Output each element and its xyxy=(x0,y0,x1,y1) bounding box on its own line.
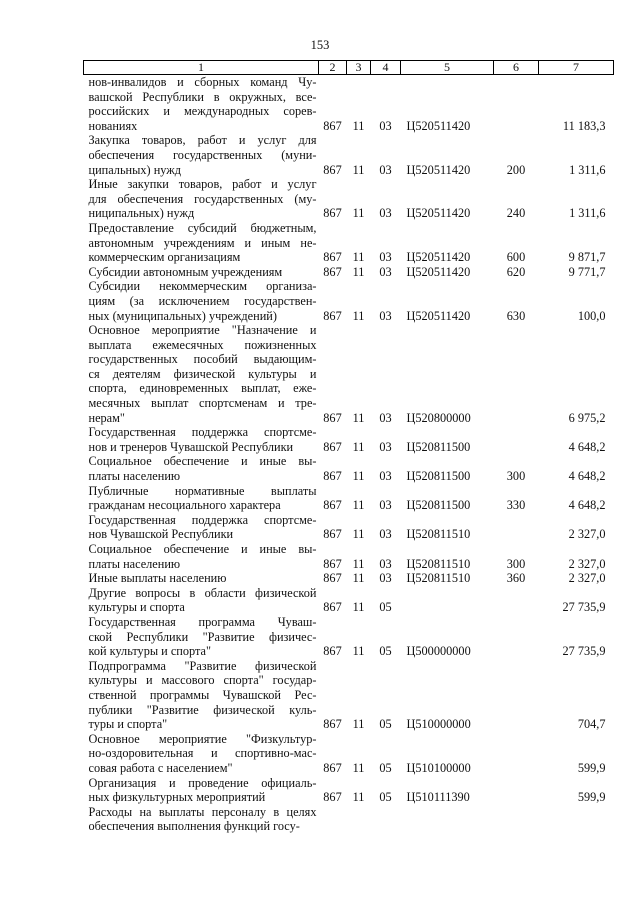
row-ved-code: 867 xyxy=(323,790,342,805)
row-section-code: 11 xyxy=(352,162,365,177)
row-section-code: 11 xyxy=(352,760,365,775)
row-section-code: 11 xyxy=(352,264,365,279)
header-col-1: 1 xyxy=(84,61,319,75)
row-section-code: 11 xyxy=(352,571,365,586)
row-subsection-code: 05 xyxy=(379,600,392,615)
row-item-name-line: совая работа с населением" xyxy=(88,760,233,775)
row-amount xyxy=(539,805,614,834)
table-row xyxy=(84,221,614,265)
row-item-name-line: Социальное обеспечение и иные вы- xyxy=(88,542,317,556)
row-amount: 100,0 xyxy=(577,308,606,323)
table-row xyxy=(84,133,614,177)
row-target-article-code: Ц520511420 xyxy=(406,118,471,133)
row-item-name-line: нерам" xyxy=(88,410,125,425)
table-row xyxy=(84,542,614,571)
row-amount: 27 735,9 xyxy=(562,644,606,659)
table-row xyxy=(84,484,614,513)
row-expense-type-code: 300 xyxy=(506,469,526,484)
row-section-code: 11 xyxy=(352,469,365,484)
row-item-name xyxy=(84,732,319,776)
row-target-article-code: Ц520811500 xyxy=(406,439,471,454)
row-item-name-line: Закупка товаров, работ и услуг для xyxy=(88,133,317,148)
row-item-name xyxy=(84,659,319,732)
row-item-name-line: циям (за исключением государствен- xyxy=(88,293,317,308)
row-section-code: 11 xyxy=(352,498,365,513)
row-item-name-line: туры и спорта" xyxy=(88,717,168,732)
row-item-name-line: Основное мероприятие "Назначение и xyxy=(88,323,317,338)
row-section-code: 11 xyxy=(352,250,365,265)
row-expense-type-code xyxy=(494,513,539,542)
row-ved-code: 867 xyxy=(323,162,342,177)
row-target-article-code: Ц520511420 xyxy=(406,162,471,177)
row-ved-code: 867 xyxy=(323,264,342,279)
row-item-name-line: ся деятелям физической культуры и xyxy=(88,366,317,381)
row-section-code: 11 xyxy=(352,410,365,425)
row-expense-type-code xyxy=(494,615,539,659)
row-amount: 2 327,0 xyxy=(568,556,606,571)
row-subsection-code: 05 xyxy=(379,717,392,732)
row-item-name-line: ской Республики "Развитие физичес- xyxy=(88,629,317,644)
row-item-name-line: Государственная программа Чуваш- xyxy=(88,614,317,629)
row-section-code: 11 xyxy=(352,308,365,323)
column-number-header-row xyxy=(84,61,614,75)
row-ved-code: 867 xyxy=(323,600,342,615)
row-item-name-line: коммерческим организациям xyxy=(88,250,241,265)
row-section-code: 11 xyxy=(352,439,365,454)
row-subsection-code: 03 xyxy=(379,527,392,542)
row-target-article-code: Ц510000000 xyxy=(406,717,471,732)
row-ved-code: 867 xyxy=(323,410,342,425)
row-ved-code: 867 xyxy=(323,206,342,221)
table-body xyxy=(84,75,614,834)
row-ved-code: 867 xyxy=(323,469,342,484)
row-section-code: 11 xyxy=(352,790,365,805)
row-item-name-line: гражданам несоциального характера xyxy=(88,498,281,513)
row-expense-type-code xyxy=(494,75,539,134)
row-item-name-line: Субсидии автономным учреждениям xyxy=(88,264,283,279)
row-item-name-line: ных (муниципальных) учреждений) xyxy=(88,308,277,323)
row-ved-code: 867 xyxy=(323,118,342,133)
row-subsection-code: 05 xyxy=(379,644,392,659)
table-row xyxy=(84,805,614,834)
row-subsection-code: 03 xyxy=(379,162,392,177)
table-row xyxy=(84,279,614,323)
row-item-name-line: Социальное обеспечение и иные вы- xyxy=(88,454,317,469)
row-subsection-code: 03 xyxy=(379,469,392,484)
row-item-name-line: ных физкультурных мероприятий xyxy=(88,790,266,805)
row-item-name xyxy=(84,454,319,483)
row-ved-code: 867 xyxy=(323,439,342,454)
row-item-name xyxy=(84,425,319,454)
table-row xyxy=(84,513,614,542)
row-item-name-line: Предоставление субсидий бюджетным, xyxy=(88,220,317,235)
row-item-name-line: культуры и спорта xyxy=(88,600,185,615)
row-target-article-code: Ц510100000 xyxy=(406,760,471,775)
row-item-name-line: Субсидии некоммерческим организа- xyxy=(88,279,317,294)
header-col-7: 7 xyxy=(539,61,614,75)
row-subsection-code xyxy=(371,805,401,834)
row-amount: 4 648,2 xyxy=(568,469,606,484)
table-row xyxy=(84,75,614,134)
row-target-article-code: Ц520811510 xyxy=(406,527,471,542)
row-expense-type-code: 330 xyxy=(506,498,526,513)
row-item-name-line: публики "Развитие физической куль- xyxy=(88,702,317,717)
row-section-code: 11 xyxy=(352,644,365,659)
row-expense-type-code xyxy=(494,805,539,834)
row-subsection-code: 05 xyxy=(379,790,392,805)
budget-table-container xyxy=(83,60,613,834)
row-ved-code: 867 xyxy=(323,308,342,323)
row-item-name-line: обеспечения государственных (муни- xyxy=(88,147,317,162)
table-row xyxy=(84,586,614,615)
row-item-name-line: Публичные нормативные выплаты xyxy=(88,483,317,498)
row-target-article-code: Ц520511420 xyxy=(406,206,471,221)
row-subsection-code: 03 xyxy=(379,206,392,221)
row-ved-code: 867 xyxy=(323,717,342,732)
row-item-name-line: Иные закупки товаров, работ и услуг xyxy=(88,177,317,192)
row-item-name-line: месячных выплат спортсменам и тре- xyxy=(88,396,317,411)
row-expense-type-code: 240 xyxy=(506,206,526,221)
row-item-name-line: платы населению xyxy=(88,556,181,571)
row-expense-type-code xyxy=(494,659,539,732)
row-item-name-line: вашской Республики в окружных, все- xyxy=(88,89,317,104)
row-target-article-code: Ц520511420 xyxy=(406,308,471,323)
row-item-name-line: культуры и массового спорта" государ- xyxy=(88,673,317,688)
page-number: 153 xyxy=(310,38,330,52)
header-col-4: 4 xyxy=(371,61,401,75)
table-row xyxy=(84,323,614,425)
row-item-name-line: Основное мероприятие "Физкультур- xyxy=(88,731,317,746)
row-subsection-code: 03 xyxy=(379,556,392,571)
row-item-name xyxy=(84,75,319,134)
row-item-name-line: государственных пособий выдающим- xyxy=(88,352,317,367)
row-expense-type-code: 630 xyxy=(506,308,526,323)
row-expense-type-code xyxy=(494,776,539,805)
budget-table xyxy=(83,60,614,834)
table-row xyxy=(84,454,614,483)
row-item-name-line: ципальных) нужд xyxy=(88,162,182,177)
table-row xyxy=(84,615,614,659)
row-item-name-line: Другие вопросы в области физической xyxy=(88,585,317,600)
row-target-article-code: Ц520511420 xyxy=(406,250,471,265)
header-col-2: 2 xyxy=(319,61,347,75)
row-item-name xyxy=(84,221,319,265)
row-target-article-code: Ц520811510 xyxy=(406,556,471,571)
row-amount: 2 327,0 xyxy=(568,527,606,542)
table-row xyxy=(84,732,614,776)
row-item-name-line: но-оздоровительная и спортивно-мас- xyxy=(88,746,317,761)
row-item-name-line: для обеспечения государственных (му- xyxy=(88,191,317,206)
row-amount: 27 735,9 xyxy=(562,600,606,615)
row-item-name-line: обеспечения выполнения функций госу- xyxy=(88,819,300,834)
row-section-code: 11 xyxy=(352,556,365,571)
row-target-article-code: Ц520811500 xyxy=(406,498,471,513)
row-item-name xyxy=(84,571,319,586)
row-item-name xyxy=(84,805,319,834)
row-item-name-line: Организация и проведение официаль- xyxy=(88,775,317,790)
row-amount: 1 311,6 xyxy=(569,162,606,177)
row-target-article-code: Ц520811500 xyxy=(406,469,471,484)
row-item-name-line: спорта, единовременных выплат, еже- xyxy=(88,381,317,396)
row-expense-type-code: 620 xyxy=(506,264,526,279)
row-subsection-code: 03 xyxy=(379,308,392,323)
row-ved-code: 867 xyxy=(323,250,342,265)
row-item-name xyxy=(84,323,319,425)
row-target-article-code: Ц520811510 xyxy=(406,571,471,586)
row-item-name xyxy=(84,586,319,615)
row-expense-type-code: 360 xyxy=(506,571,526,586)
row-section-code: 11 xyxy=(352,118,365,133)
row-expense-type-code xyxy=(494,586,539,615)
row-ved-code: 867 xyxy=(323,760,342,775)
row-amount: 2 327,0 xyxy=(568,571,606,586)
row-ved-code: 867 xyxy=(323,556,342,571)
row-target-article-code: Ц520511420 xyxy=(406,264,471,279)
row-section-code: 11 xyxy=(352,206,365,221)
row-expense-type-code: 200 xyxy=(506,162,526,177)
table-row xyxy=(84,571,614,586)
row-expense-type-code: 300 xyxy=(506,556,526,571)
row-ved-code xyxy=(319,805,347,834)
row-ved-code: 867 xyxy=(323,527,342,542)
row-subsection-code: 05 xyxy=(379,760,392,775)
row-item-name-line: ственной программы Чувашской Рес- xyxy=(88,687,317,702)
row-item-name-line: нов Чувашской Республики xyxy=(88,527,234,542)
row-target-article-code xyxy=(401,586,494,615)
row-item-name-line: нованиях xyxy=(88,118,138,133)
row-amount: 6 975,2 xyxy=(568,410,606,425)
row-item-name-line: ниципальных) нужд xyxy=(88,206,195,221)
header-col-6: 6 xyxy=(494,61,539,75)
row-subsection-code: 03 xyxy=(379,250,392,265)
row-expense-type-code xyxy=(494,425,539,454)
row-target-article-code: Ц500000000 xyxy=(406,644,471,659)
row-target-article-code: Ц520800000 xyxy=(406,410,471,425)
row-amount: 4 648,2 xyxy=(568,439,606,454)
row-item-name xyxy=(84,484,319,513)
row-item-name-line: нов и тренеров Чувашской Республики xyxy=(88,439,294,454)
row-item-name-line: Иные выплаты населению xyxy=(88,571,227,586)
header-col-5: 5 xyxy=(401,61,494,75)
row-amount: 599,9 xyxy=(577,790,606,805)
row-item-name-line: Подпрограмма "Развитие физической xyxy=(88,658,317,673)
row-subsection-code: 03 xyxy=(379,439,392,454)
row-item-name-line: автономным учреждениям и иным не- xyxy=(88,235,317,250)
row-amount: 599,9 xyxy=(577,760,606,775)
row-subsection-code: 03 xyxy=(379,571,392,586)
row-item-name-line: Расходы на выплаты персоналу в целях xyxy=(88,804,317,819)
row-item-name xyxy=(84,133,319,177)
row-item-name xyxy=(84,542,319,571)
row-amount: 4 648,2 xyxy=(568,498,606,513)
row-item-name xyxy=(84,513,319,542)
row-item-name-line: платы населению xyxy=(88,469,181,484)
row-expense-type-code xyxy=(494,323,539,425)
row-item-name-line: нов-инвалидов и сборных команд Чу- xyxy=(88,75,317,89)
row-item-name xyxy=(84,265,319,280)
table-row xyxy=(84,425,614,454)
table-row xyxy=(84,265,614,280)
row-target-article-code xyxy=(401,805,494,834)
row-section-code: 11 xyxy=(352,600,365,615)
row-expense-type-code: 600 xyxy=(506,250,526,265)
row-item-name-line: Государственная поддержка спортсме- xyxy=(88,425,317,440)
row-amount: 11 183,3 xyxy=(562,118,606,133)
row-amount: 704,7 xyxy=(577,717,606,732)
table-row xyxy=(84,177,614,221)
row-section-code: 11 xyxy=(352,527,365,542)
header-col-3: 3 xyxy=(347,61,371,75)
row-ved-code: 867 xyxy=(323,644,342,659)
table-row xyxy=(84,776,614,805)
row-item-name-line: Государственная поддержка спортсме- xyxy=(88,512,317,527)
row-expense-type-code xyxy=(494,732,539,776)
row-item-name xyxy=(84,279,319,323)
row-item-name-line: российских и международных сорев- xyxy=(88,104,317,119)
row-amount: 9 771,7 xyxy=(568,264,606,279)
row-subsection-code: 03 xyxy=(379,118,392,133)
row-item-name-line: кой культуры и спорта" xyxy=(88,644,212,659)
row-item-name xyxy=(84,776,319,805)
row-subsection-code: 03 xyxy=(379,264,392,279)
row-amount: 9 871,7 xyxy=(568,250,606,265)
row-ved-code: 867 xyxy=(323,571,342,586)
row-section-code xyxy=(347,805,371,834)
row-section-code: 11 xyxy=(352,717,365,732)
row-item-name-line: выплата ежемесячных пожизненных xyxy=(88,337,317,352)
row-subsection-code: 03 xyxy=(379,498,392,513)
row-ved-code: 867 xyxy=(323,498,342,513)
row-target-article-code: Ц510111390 xyxy=(406,790,470,805)
table-row xyxy=(84,659,614,732)
row-amount: 1 311,6 xyxy=(569,206,606,221)
row-item-name xyxy=(84,615,319,659)
row-item-name xyxy=(84,177,319,221)
row-subsection-code: 03 xyxy=(379,410,392,425)
